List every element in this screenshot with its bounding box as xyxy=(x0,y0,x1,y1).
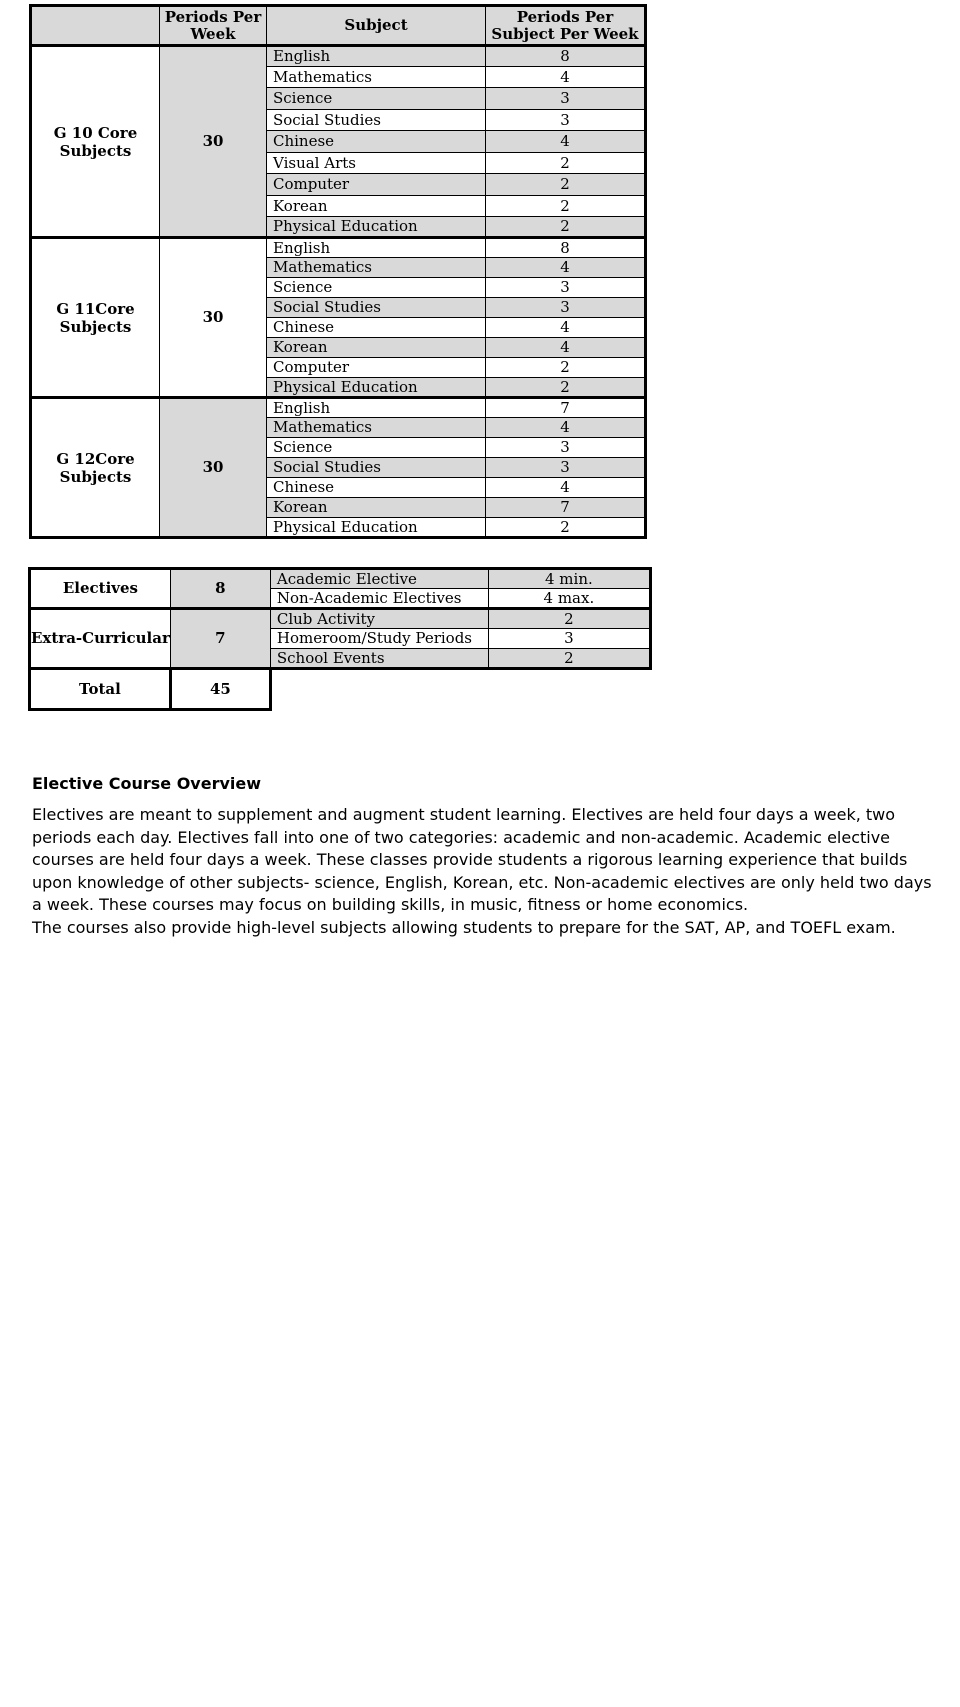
periods-cell: 4 xyxy=(486,67,646,88)
extra-curricular-periods: 7 xyxy=(170,609,270,669)
periods-cell: 4 xyxy=(486,258,646,278)
subject-cell: Science xyxy=(267,88,486,110)
periods-cell: 2 xyxy=(486,153,646,174)
subject-cell: Korean xyxy=(267,338,486,358)
subject-cell: Visual Arts xyxy=(267,153,486,174)
blank-cell xyxy=(270,669,488,710)
table-row xyxy=(31,238,646,258)
table-row xyxy=(30,569,651,589)
periods-cell: 4 min. xyxy=(488,569,650,589)
periods-cell: 3 xyxy=(486,458,646,478)
periods-cell: 7 xyxy=(486,398,646,418)
periods-cell: 4 max. xyxy=(488,589,650,609)
subject-cell: Social Studies xyxy=(267,110,486,131)
subject-cell: Chinese xyxy=(267,478,486,498)
total-label: Total xyxy=(30,669,171,710)
periods-per-week-g12: 30 xyxy=(160,398,267,538)
electives-label: Electives xyxy=(30,569,171,609)
periods-cell: 4 xyxy=(486,478,646,498)
periods-cell: 2 xyxy=(486,358,646,378)
periods-per-week-g11: 30 xyxy=(160,238,267,398)
periods-cell: 3 xyxy=(486,298,646,318)
total-periods: 45 xyxy=(170,669,270,710)
electives-periods: 8 xyxy=(170,569,270,609)
table-row xyxy=(30,609,651,629)
subject-cell: English xyxy=(267,398,486,418)
grade-label-g12: G 12Core Subjects xyxy=(31,398,160,538)
periods-cell: 3 xyxy=(486,438,646,458)
subject-cell: Social Studies xyxy=(267,298,486,318)
table-row xyxy=(31,46,646,67)
extra-curricular-label: Extra-Curricular xyxy=(30,609,171,669)
subject-cell: Club Activity xyxy=(270,609,488,629)
periods-cell: 8 xyxy=(486,238,646,258)
periods-cell: 8 xyxy=(486,46,646,67)
periods-cell: 4 xyxy=(486,418,646,438)
periods-cell: 3 xyxy=(486,110,646,131)
subject-cell: Korean xyxy=(267,196,486,217)
subject-cell: English xyxy=(267,238,486,258)
subject-cell: Mathematics xyxy=(267,258,486,278)
periods-cell: 2 xyxy=(488,649,650,669)
periods-cell: 2 xyxy=(486,378,646,398)
periods-cell: 2 xyxy=(486,217,646,238)
subject-cell: Mathematics xyxy=(267,418,486,438)
subject-cell: Social Studies xyxy=(267,458,486,478)
core-subjects-table xyxy=(29,4,647,539)
subject-cell: Korean xyxy=(267,498,486,518)
subject-cell: English xyxy=(267,46,486,67)
periods-cell: 4 xyxy=(486,338,646,358)
header-periods-per-subject: Periods Per Subject Per Week xyxy=(486,6,646,46)
subject-cell: Computer xyxy=(267,358,486,378)
periods-cell: 4 xyxy=(486,131,646,153)
overview-paragraph: Electives are meant to supplement and augment student learning. Electives are held four days a week, two periods each day. Electives fall into one of two categories: academic and non-academic. Academic elective courses are held four days a week. These classes provide students a rigorous learning experience that builds upon knowledge of other subjects- science, English, Korean, etc. Non-academic electives are only held two days a week. These courses may focus on building skills, in music, fitness or home economics. xyxy=(32,805,932,914)
overview-title: Elective Course Overview xyxy=(32,774,262,793)
subject-cell: Non-Academic Electives xyxy=(270,589,488,609)
header-group xyxy=(31,6,160,46)
total-row xyxy=(30,669,651,710)
subject-cell: Physical Education xyxy=(267,518,486,538)
subject-cell: Science xyxy=(267,278,486,298)
periods-cell: 2 xyxy=(486,174,646,196)
subject-cell: Mathematics xyxy=(267,67,486,88)
subject-cell: Homeroom/Study Periods xyxy=(270,629,488,649)
periods-cell: 3 xyxy=(488,629,650,649)
overview-body xyxy=(32,804,932,939)
periods-cell: 4 xyxy=(486,318,646,338)
subject-cell: Physical Education xyxy=(267,378,486,398)
periods-cell: 2 xyxy=(488,609,650,629)
subject-cell: Academic Elective xyxy=(270,569,488,589)
table-row xyxy=(31,398,646,418)
subject-cell: Physical Education xyxy=(267,217,486,238)
periods-cell: 2 xyxy=(486,196,646,217)
periods-cell: 3 xyxy=(486,278,646,298)
grade-label-g11: G 11Core Subjects xyxy=(31,238,160,398)
periods-cell: 2 xyxy=(486,518,646,538)
subject-cell: Chinese xyxy=(267,318,486,338)
subject-cell: Science xyxy=(267,438,486,458)
periods-cell: 7 xyxy=(486,498,646,518)
subject-cell: Chinese xyxy=(267,131,486,153)
subject-cell: School Events xyxy=(270,649,488,669)
periods-cell: 3 xyxy=(486,88,646,110)
electives-table xyxy=(28,567,652,711)
blank-cell xyxy=(488,669,650,710)
grade-label-g10: G 10 Core Subjects xyxy=(31,46,160,238)
overview-paragraph: The courses also provide high-level subjects allowing students to prepare for the SAT, AP, and TOEFL exam. xyxy=(32,917,896,937)
header-periods-per-week: Periods Per Week xyxy=(160,6,267,46)
header-subject: Subject xyxy=(267,6,486,46)
subject-cell: Computer xyxy=(267,174,486,196)
periods-per-week-g10: 30 xyxy=(160,46,267,238)
